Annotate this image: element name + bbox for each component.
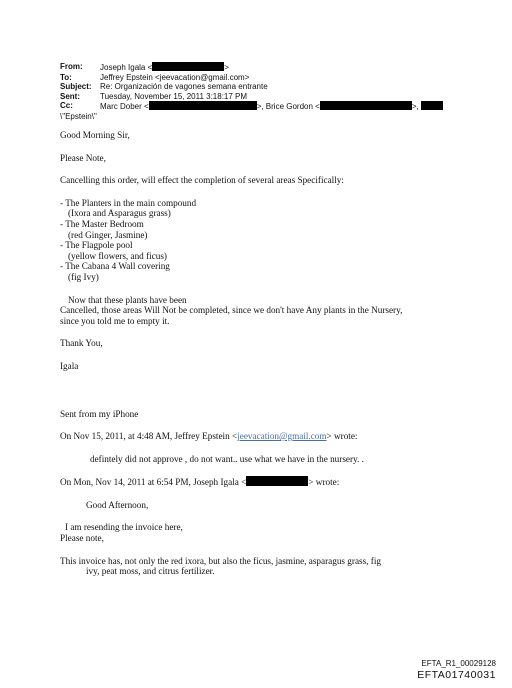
cc-row bbox=[60, 101, 460, 112]
cc-name-1: Marc Dober < bbox=[100, 102, 149, 112]
list-item: - The Cabana 4 Wall covering bbox=[60, 261, 170, 272]
cc-line-2: \"Epstein\" bbox=[60, 111, 97, 121]
redaction-box bbox=[421, 101, 443, 110]
please-note: Please Note, bbox=[60, 152, 106, 163]
to-value: Jeffrey Epstein <jeevacation@gmail.com> bbox=[100, 72, 250, 82]
list-item: - The Planters in the main compound bbox=[60, 197, 197, 208]
stamp-small: EFTA_R1_00029128 bbox=[421, 659, 496, 668]
cc-value bbox=[100, 101, 443, 112]
sent-row bbox=[60, 92, 460, 102]
subject-value: Re: Organización de vagones semana entrante bbox=[100, 82, 268, 92]
good-afternoon: Good Afternoon, bbox=[86, 499, 149, 510]
redaction-box bbox=[246, 476, 308, 486]
signature: Igala bbox=[60, 360, 79, 371]
quote-1-text: defintely did not approve , do not want.. use what we have in the nursery. . bbox=[90, 453, 364, 464]
list-item: - The Master Bedroom bbox=[60, 218, 144, 229]
to-row bbox=[60, 73, 460, 83]
cc-label: Cc: bbox=[60, 101, 73, 111]
resending-line: I am resending the invoice here, bbox=[65, 522, 183, 533]
redaction-box bbox=[149, 101, 257, 110]
email-body bbox=[60, 130, 460, 577]
list-item: (Ixora and Asparagus grass) bbox=[68, 208, 171, 219]
subject-row bbox=[60, 82, 460, 92]
list-item: (yellow flowers, and ficus) bbox=[68, 250, 167, 261]
from-close: > bbox=[224, 63, 229, 72]
bates-stamp bbox=[417, 659, 496, 681]
email-link[interactable]: jeevacation@gmail.com bbox=[237, 431, 327, 442]
from-label: From: bbox=[60, 62, 83, 71]
now-line-2: Cancelled, those areas Will Not be completed, since we don't have Any plants in the Nursery, bbox=[60, 305, 403, 316]
thank-you: Thank You, bbox=[60, 338, 103, 349]
please-note-2: Please note, bbox=[60, 533, 104, 544]
from-open: < bbox=[147, 63, 153, 72]
from-value bbox=[100, 62, 229, 73]
cancelling-line: Cancelling this order, will effect the completion of several areas Specifically: bbox=[60, 175, 344, 186]
email-header bbox=[60, 62, 460, 122]
from-row bbox=[60, 62, 460, 73]
quote-1-suffix: > wrote: bbox=[326, 431, 358, 442]
list-item: (fig Ivy) bbox=[68, 271, 99, 282]
cc-name-2: >, Brice Gordon < bbox=[256, 102, 320, 112]
now-line-3: since you told me to empty it. bbox=[60, 315, 170, 326]
quote-2-suffix: > wrote: bbox=[308, 477, 340, 488]
subject-label: Subject: bbox=[60, 82, 92, 92]
redaction-box bbox=[152, 62, 224, 71]
redaction-box bbox=[320, 101, 412, 110]
cc-tail: >, bbox=[411, 102, 419, 112]
list-item: (red Ginger, Jasmine) bbox=[68, 229, 148, 240]
quote-1-prefix: On Nov 15, 2011, at 4:48 AM, Jeffrey Epstein < bbox=[60, 431, 238, 442]
cc-row-2 bbox=[60, 112, 460, 122]
invoice-line-2: ivy, peat moss, and citrus fertilizer. bbox=[86, 566, 215, 577]
to-label: To: bbox=[60, 72, 72, 82]
sent-label: Sent: bbox=[60, 91, 80, 101]
from-name: Joseph Igala bbox=[100, 63, 146, 72]
greeting: Good Morning Sir, bbox=[60, 130, 130, 140]
list-item: - The Flagpole pool bbox=[60, 240, 133, 251]
now-line-1: Now that these plants have been bbox=[68, 294, 187, 305]
sent-from: Sent from my iPhone bbox=[60, 408, 139, 419]
invoice-line-1: This invoice has, not only the red ixora, but also the ficus, jasmine, asparagus grass, fig bbox=[60, 555, 381, 566]
sent-value: Tuesday, November 15, 2011 3:18:17 PM bbox=[100, 91, 248, 101]
stamp-large: EFTA01740031 bbox=[417, 669, 496, 681]
quote-2-prefix: On Mon, Nov 14, 2011 at 6:54 PM, Joseph Igala < bbox=[60, 477, 247, 488]
quote-1-header bbox=[60, 431, 460, 442]
quote-2-header bbox=[60, 476, 460, 488]
